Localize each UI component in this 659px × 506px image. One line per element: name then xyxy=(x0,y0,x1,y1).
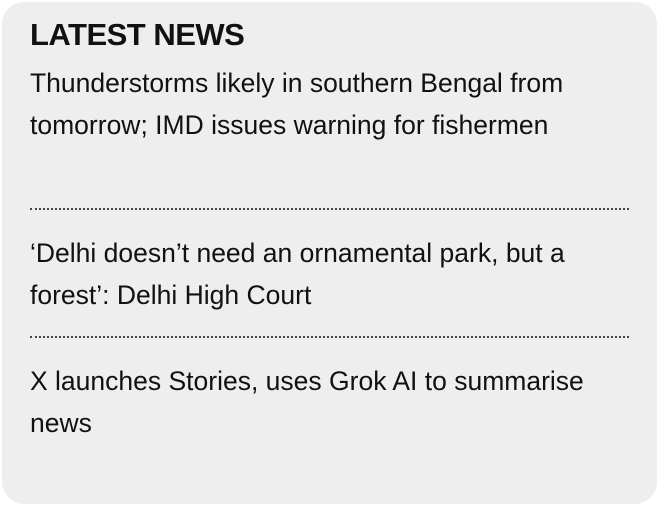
latest-news-widget xyxy=(2,2,657,504)
news-item[interactable] xyxy=(30,360,629,444)
dotted-divider xyxy=(30,208,629,210)
news-headline-link[interactable]: Thunderstorms likely in southern Bengal from tomorrow; IMD issues warning for fishermen xyxy=(30,68,564,140)
dotted-divider xyxy=(30,336,629,338)
widget-heading: LATEST NEWS xyxy=(30,17,245,52)
news-item[interactable] xyxy=(30,62,629,208)
news-item[interactable] xyxy=(30,232,629,336)
news-headline-link[interactable]: X launches Stories, uses Grok AI to summarise news xyxy=(30,366,584,438)
news-list xyxy=(30,62,629,444)
news-headline-link[interactable]: ‘Delhi doesn’t need an ornamental park, but a forest’: Delhi High Court xyxy=(30,238,565,310)
